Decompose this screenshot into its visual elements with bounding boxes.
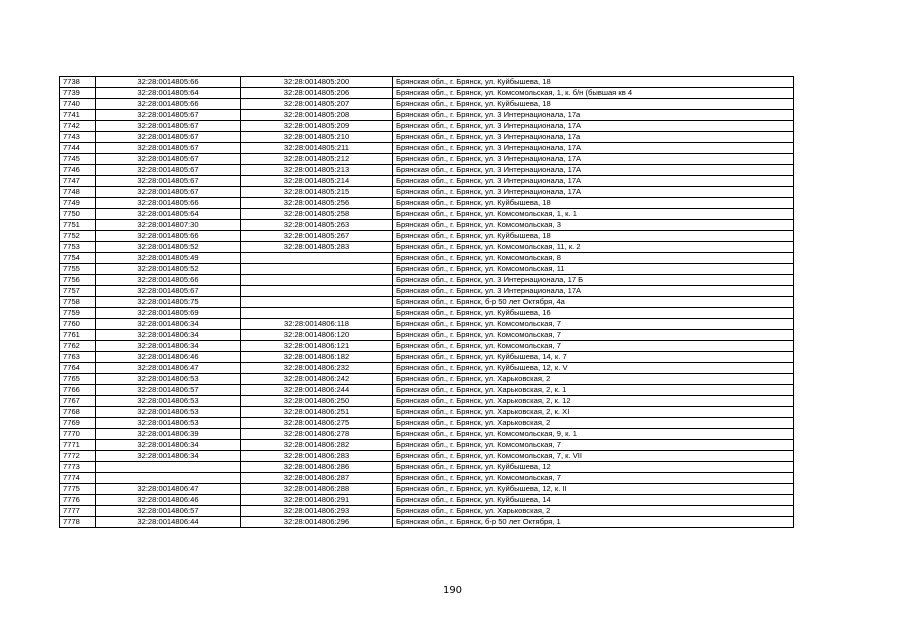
address-cell: Брянская обл., г. Брянск, ул. Комсомольская, 7 [393,440,794,451]
address-cell: Брянская обл., г. Брянск, ул. 3 Интернационала, 17А [393,143,794,154]
object-number-cell: 32:28:0014805:256 [241,198,393,209]
parcel-number-cell: 32:28:0014806:53 [96,407,241,418]
address-cell: Брянская обл., г. Брянск, ул. Комсомольская, 11, к. 2 [393,242,794,253]
object-number-cell: 32:28:0014805:200 [241,77,393,88]
row-number-cell: 7757 [60,286,96,297]
object-number-cell: 32:28:0014806:291 [241,495,393,506]
parcel-number-cell: 32:28:0014805:75 [96,297,241,308]
table-row [60,319,794,330]
object-number-cell: 32:28:0014806:232 [241,363,393,374]
address-cell: Брянская обл., г. Брянск, б-р 50 лет Октября, 1 [393,517,794,528]
address-cell: Брянская обл., г. Брянск, ул. 3 Интернационала, 17а [393,110,794,121]
parcel-number-cell: 32:28:0014806:34 [96,451,241,462]
object-number-cell: 32:28:0014805:263 [241,220,393,231]
table-row [60,517,794,528]
address-cell: Брянская обл., г. Брянск, ул. 3 Интернационала, 17 Б [393,275,794,286]
address-cell: Брянская обл., г. Брянск, ул. Куйбышева, 16 [393,308,794,319]
row-number-cell: 7767 [60,396,96,407]
parcel-number-cell: 32:28:0014807:30 [96,220,241,231]
parcel-number-cell: 32:28:0014806:47 [96,363,241,374]
row-number-cell: 7755 [60,264,96,275]
object-number-cell: 32:28:0014805:214 [241,176,393,187]
table-row [60,440,794,451]
object-number-cell: 32:28:0014806:118 [241,319,393,330]
object-number-cell: 32:28:0014806:182 [241,352,393,363]
row-number-cell: 7775 [60,484,96,495]
object-number-cell: 32:28:0014805:211 [241,143,393,154]
object-number-cell: 32:28:0014805:258 [241,209,393,220]
row-number-cell: 7744 [60,143,96,154]
address-cell: Брянская обл., г. Брянск, ул. 3 Интернационала, 17А [393,154,794,165]
object-number-cell: 32:28:0014805:267 [241,231,393,242]
object-number-cell [241,264,393,275]
table-row [60,451,794,462]
address-cell: Брянская обл., г. Брянск, ул. Комсомольская, 1, к. б/н (бывшая кв 4 [393,88,794,99]
table-row [60,484,794,495]
address-cell: Брянская обл., г. Брянск, ул. Куйбышева, 18 [393,231,794,242]
table-row [60,330,794,341]
object-number-cell: 32:28:0014806:282 [241,440,393,451]
address-cell: Брянская обл., г. Брянск, ул. Комсомольская, 11 [393,264,794,275]
object-number-cell: 32:28:0014805:208 [241,110,393,121]
table-row [60,429,794,440]
parcel-number-cell: 32:28:0014806:57 [96,506,241,517]
table-row [60,341,794,352]
object-number-cell: 32:28:0014806:121 [241,341,393,352]
row-number-cell: 7778 [60,517,96,528]
parcel-number-cell: 32:28:0014805:67 [96,132,241,143]
row-number-cell: 7762 [60,341,96,352]
parcel-number-cell: 32:28:0014806:53 [96,374,241,385]
table-row [60,363,794,374]
row-number-cell: 7752 [60,231,96,242]
address-cell: Брянская обл., г. Брянск, ул. 3 Интернационала, 17А [393,286,794,297]
table-row [60,495,794,506]
object-number-cell [241,275,393,286]
row-number-cell: 7739 [60,88,96,99]
page-number: 190 [442,585,463,596]
table-row [60,154,794,165]
parcel-number-cell: 32:28:0014805:66 [96,198,241,209]
table-row [60,462,794,473]
table-row [60,242,794,253]
table-row [60,308,794,319]
address-cell: Брянская обл., г. Брянск, ул. 3 Интернационала, 17А [393,165,794,176]
row-number-cell: 7773 [60,462,96,473]
address-cell: Брянская обл., г. Брянск, ул. Харьковская, 2, к. 1 [393,385,794,396]
address-cell: Брянская обл., г. Брянск, ул. Куйбышева, 12, к. II [393,484,794,495]
table-row [60,110,794,121]
parcel-number-cell: 32:28:0014805:67 [96,176,241,187]
parcel-number-cell: 32:28:0014805:66 [96,99,241,110]
row-number-cell: 7751 [60,220,96,231]
parcel-number-cell: 32:28:0014806:53 [96,396,241,407]
parcel-number-cell: 32:28:0014806:46 [96,495,241,506]
parcel-number-cell [96,473,241,484]
row-number-cell: 7759 [60,308,96,319]
object-number-cell [241,253,393,264]
address-cell: Брянская обл., г. Брянск, ул. Комсомольская, 7, к. VII [393,451,794,462]
table-row [60,231,794,242]
parcel-number-cell: 32:28:0014806:39 [96,429,241,440]
object-number-cell: 32:28:0014805:215 [241,187,393,198]
table-row [60,121,794,132]
row-number-cell: 7747 [60,176,96,187]
row-number-cell: 7777 [60,506,96,517]
address-cell: Брянская обл., г. Брянск, ул. 3 Интернационала, 17А [393,187,794,198]
table-row [60,187,794,198]
address-cell: Брянская обл., г. Брянск, ул. Куйбышева, 18 [393,198,794,209]
object-number-cell: 32:28:0014806:242 [241,374,393,385]
row-number-cell: 7774 [60,473,96,484]
address-cell: Брянская обл., г. Брянск, ул. 3 Интернационала, 17А [393,176,794,187]
table-row [60,297,794,308]
row-number-cell: 7750 [60,209,96,220]
object-number-cell: 32:28:0014806:286 [241,462,393,473]
row-number-cell: 7749 [60,198,96,209]
table-row [60,352,794,363]
table-row [60,286,794,297]
table-row [60,143,794,154]
address-cell: Брянская обл., г. Брянск, ул. Комсомольская, 9, к. 1 [393,429,794,440]
table-row [60,132,794,143]
address-cell: Брянская обл., г. Брянск, ул. Харьковская, 2, к. 12 [393,396,794,407]
address-cell: Брянская обл., г. Брянск, б-р 50 лет Октября, 4а [393,297,794,308]
table-row [60,506,794,517]
table-row [60,209,794,220]
row-number-cell: 7738 [60,77,96,88]
row-number-cell: 7776 [60,495,96,506]
table-row [60,176,794,187]
address-cell: Брянская обл., г. Брянск, ул. Харьковская, 2 [393,506,794,517]
row-number-cell: 7753 [60,242,96,253]
parcel-number-cell: 32:28:0014806:34 [96,319,241,330]
object-number-cell: 32:28:0014805:283 [241,242,393,253]
parcel-number-cell: 32:28:0014805:67 [96,154,241,165]
row-number-cell: 7743 [60,132,96,143]
row-number-cell: 7756 [60,275,96,286]
object-number-cell: 32:28:0014806:296 [241,517,393,528]
table-row [60,396,794,407]
address-cell: Брянская обл., г. Брянск, ул. Комсомольская, 1, к. 1 [393,209,794,220]
row-number-cell: 7772 [60,451,96,462]
address-cell: Брянская обл., г. Брянск, ул. Комсомольская, 8 [393,253,794,264]
table-row [60,165,794,176]
address-cell: Брянская обл., г. Брянск, ул. Комсомольская, 7 [393,341,794,352]
row-number-cell: 7745 [60,154,96,165]
object-number-cell: 32:28:0014806:120 [241,330,393,341]
address-cell: Брянская обл., г. Брянск, ул. Харьковская, 2 [393,418,794,429]
object-number-cell: 32:28:0014806:251 [241,407,393,418]
parcel-number-cell: 32:28:0014806:44 [96,517,241,528]
parcel-number-cell: 32:28:0014806:46 [96,352,241,363]
table-row [60,264,794,275]
parcel-number-cell: 32:28:0014805:69 [96,308,241,319]
object-number-cell: 32:28:0014806:288 [241,484,393,495]
object-number-cell: 32:28:0014805:209 [241,121,393,132]
object-number-cell: 32:28:0014806:244 [241,385,393,396]
object-number-cell: 32:28:0014805:212 [241,154,393,165]
parcel-number-cell: 32:28:0014805:67 [96,110,241,121]
table-row [60,253,794,264]
address-cell: Брянская обл., г. Брянск, ул. Куйбышева, 18 [393,77,794,88]
parcel-number-cell: 32:28:0014805:64 [96,209,241,220]
row-number-cell: 7760 [60,319,96,330]
row-number-cell: 7740 [60,99,96,110]
parcel-number-cell: 32:28:0014806:53 [96,418,241,429]
row-number-cell: 7769 [60,418,96,429]
registry-table [59,76,794,528]
table-row [60,275,794,286]
address-cell: Брянская обл., г. Брянск, ул. Комсомольская, 7 [393,319,794,330]
parcel-number-cell: 32:28:0014806:34 [96,440,241,451]
row-number-cell: 7746 [60,165,96,176]
object-number-cell: 32:28:0014805:207 [241,99,393,110]
parcel-number-cell: 32:28:0014805:64 [96,88,241,99]
row-number-cell: 7771 [60,440,96,451]
row-number-cell: 7768 [60,407,96,418]
object-number-cell: 32:28:0014806:293 [241,506,393,517]
object-number-cell: 32:28:0014805:206 [241,88,393,99]
parcel-number-cell: 32:28:0014805:66 [96,77,241,88]
parcel-number-cell: 32:28:0014805:67 [96,165,241,176]
row-number-cell: 7763 [60,352,96,363]
parcel-number-cell: 32:28:0014805:52 [96,264,241,275]
object-number-cell: 32:28:0014806:287 [241,473,393,484]
object-number-cell: 32:28:0014806:250 [241,396,393,407]
parcel-number-cell: 32:28:0014806:34 [96,330,241,341]
address-cell: Брянская обл., г. Брянск, ул. 3 Интернационала, 17а [393,132,794,143]
row-number-cell: 7742 [60,121,96,132]
address-cell: Брянская обл., г. Брянск, ул. 3 Интернационала, 17А [393,121,794,132]
address-cell: Брянская обл., г. Брянск, ул. Харьковская, 2, к. XI [393,407,794,418]
row-number-cell: 7758 [60,297,96,308]
table-row [60,385,794,396]
table-row [60,418,794,429]
table-row [60,198,794,209]
parcel-number-cell: 32:28:0014805:67 [96,143,241,154]
parcel-number-cell [96,462,241,473]
table-row [60,220,794,231]
object-number-cell: 32:28:0014805:213 [241,165,393,176]
address-cell: Брянская обл., г. Брянск, ул. Куйбышева, 14, к. 7 [393,352,794,363]
parcel-number-cell: 32:28:0014805:66 [96,231,241,242]
row-number-cell: 7770 [60,429,96,440]
address-cell: Брянская обл., г. Брянск, ул. Куйбышева, 12 [393,462,794,473]
row-number-cell: 7761 [60,330,96,341]
object-number-cell [241,308,393,319]
object-number-cell [241,286,393,297]
address-cell: Брянская обл., г. Брянск, ул. Комсомольская, 7 [393,473,794,484]
object-number-cell: 32:28:0014805:210 [241,132,393,143]
table-row [60,374,794,385]
object-number-cell: 32:28:0014806:283 [241,451,393,462]
parcel-number-cell: 32:28:0014806:47 [96,484,241,495]
parcel-number-cell: 32:28:0014805:49 [96,253,241,264]
object-number-cell [241,297,393,308]
row-number-cell: 7754 [60,253,96,264]
table-row [60,77,794,88]
parcel-number-cell: 32:28:0014805:67 [96,286,241,297]
table-row [60,473,794,484]
address-cell: Брянская обл., г. Брянск, ул. Куйбышева, 14 [393,495,794,506]
object-number-cell: 32:28:0014806:275 [241,418,393,429]
table-row [60,407,794,418]
parcel-number-cell: 32:28:0014805:67 [96,121,241,132]
parcel-number-cell: 32:28:0014805:67 [96,187,241,198]
registry-table-body [60,77,794,528]
address-cell: Брянская обл., г. Брянск, ул. Куйбышева, 12, к. V [393,363,794,374]
address-cell: Брянская обл., г. Брянск, ул. Куйбышева, 18 [393,99,794,110]
parcel-number-cell: 32:28:0014805:66 [96,275,241,286]
parcel-number-cell: 32:28:0014806:57 [96,385,241,396]
row-number-cell: 7741 [60,110,96,121]
table-row [60,99,794,110]
row-number-cell: 7766 [60,385,96,396]
parcel-number-cell: 32:28:0014805:52 [96,242,241,253]
address-cell: Брянская обл., г. Брянск, ул. Комсомольская, 7 [393,330,794,341]
address-cell: Брянская обл., г. Брянск, ул. Комсомольская, 3 [393,220,794,231]
table-row [60,88,794,99]
object-number-cell: 32:28:0014806:278 [241,429,393,440]
address-cell: Брянская обл., г. Брянск, ул. Харьковская, 2 [393,374,794,385]
row-number-cell: 7748 [60,187,96,198]
row-number-cell: 7765 [60,374,96,385]
row-number-cell: 7764 [60,363,96,374]
parcel-number-cell: 32:28:0014806:34 [96,341,241,352]
